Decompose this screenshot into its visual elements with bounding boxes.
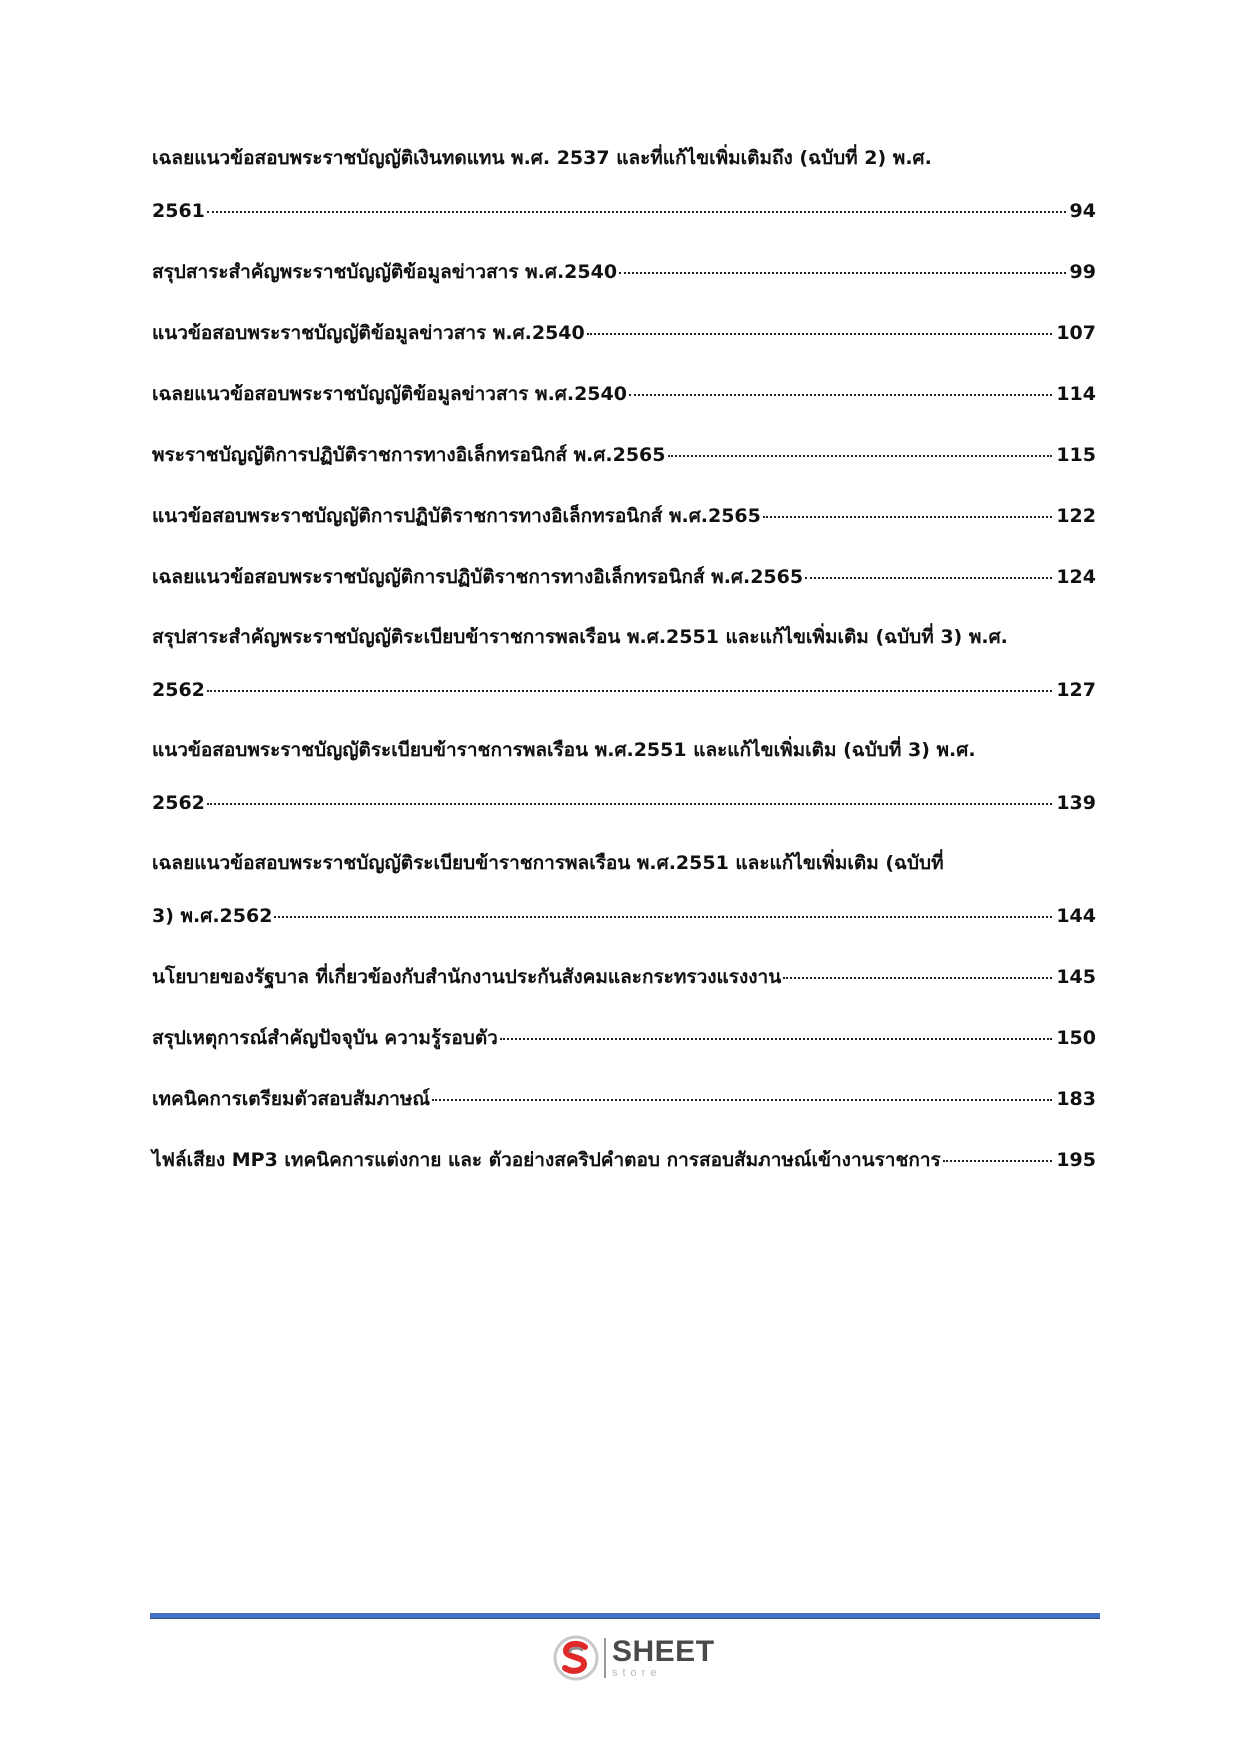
toc-entry[interactable] (152, 624, 1096, 702)
toc-entry-title-line1: เฉลยแนวข้อสอบพระราชบัญญัติระเบียบข้าราชการพลเรือน พ.ศ.2551 และแก้ไขเพิ่มเติม (ฉบับที่ (152, 852, 944, 874)
toc-entry-title: พระราชบัญญัติการปฏิบัติราชการทางอิเล็กทรอนิกส์ พ.ศ.2565 (152, 444, 666, 466)
toc-entry-title: แนวข้อสอบพระราชบัญญัติการปฏิบัติราชการทางอิเล็กทรอนิกส์ พ.ศ.2565 (152, 505, 761, 527)
toc-entry[interactable] (152, 737, 1096, 815)
toc-entry-page: 145 (1056, 966, 1096, 988)
toc-entry[interactable] (152, 1085, 1096, 1111)
dot-leader (763, 498, 1052, 518)
toc-entry-title-line1: เฉลยแนวข้อสอบพระราชบัญญัติเงินทดแทน พ.ศ. 2537 และที่แก้ไขเพิ่มเติมถึง (ฉบับที่ 2) พ.ศ. (152, 147, 932, 169)
toc-entry-title: ไฟล์เสียง MP3 เทคนิคการแต่งกาย และ ตัวอย่างสคริปคำตอบ การสอบสัมภาษณ์เข้างานราชการ (152, 1149, 941, 1171)
logo-text (612, 1637, 715, 1679)
toc-entry[interactable] (152, 380, 1096, 406)
toc-entry-title-line1: สรุปสาระสำคัญพระราชบัญญัติระเบียบข้าราชการพลเรือน พ.ศ.2551 และแก้ไขเพิ่มเติม (ฉบับที่ 3) พ.ศ. (152, 626, 1008, 648)
toc-entry-page: 107 (1056, 322, 1096, 344)
toc-entry-page: 122 (1056, 505, 1096, 527)
toc-entry-page: 94 (1069, 200, 1096, 222)
dot-leader (274, 898, 1052, 918)
toc-entry-title: เฉลยแนวข้อสอบพระราชบัญญัติข้อมูลข่าวสาร พ.ศ.2540 (152, 383, 627, 405)
sheet-store-s-logo-icon (552, 1634, 600, 1682)
toc-entry-title: 2562 (152, 679, 205, 701)
toc-entry[interactable] (152, 563, 1096, 589)
toc-entry[interactable] (152, 850, 1096, 928)
dot-leader (207, 672, 1052, 692)
toc-entry-page: 115 (1056, 444, 1096, 466)
dot-leader (500, 1020, 1052, 1040)
dot-leader (629, 376, 1052, 396)
dot-leader (587, 315, 1053, 335)
toc-entry-page: 99 (1069, 261, 1096, 283)
toc-entry-page: 139 (1056, 792, 1096, 814)
dot-leader (805, 559, 1052, 579)
logo-brand: SHEET (612, 1635, 715, 1668)
logo-divider (604, 1638, 606, 1678)
toc-entry-title: เฉลยแนวข้อสอบพระราชบัญญัติการปฏิบัติราชการทางอิเล็กทรอนิกส์ พ.ศ.2565 (152, 566, 804, 588)
toc-entry-page: 144 (1056, 905, 1096, 927)
toc-entry-page: 183 (1056, 1088, 1096, 1110)
dot-leader (432, 1081, 1052, 1101)
toc-entry-title: 2562 (152, 792, 205, 814)
toc-entry-page: 114 (1056, 383, 1096, 405)
toc-entry[interactable] (152, 1146, 1096, 1172)
dot-leader (619, 254, 1065, 274)
dot-leader (783, 959, 1052, 979)
toc-entry[interactable] (152, 963, 1096, 989)
logo-brand-sub: store (612, 1667, 662, 1679)
footer-rule (150, 1613, 1100, 1618)
toc-entry-title: นโยบายของรัฐบาล ที่เกี่ยวข้องกับสำนักงานประกันสังคมและกระทรวงแรงงาน (152, 966, 782, 988)
toc-entry[interactable] (152, 145, 1096, 223)
dot-leader (943, 1142, 1053, 1162)
toc-entry-title: 3) พ.ศ.2562 (152, 905, 273, 927)
toc-entry[interactable] (152, 258, 1096, 284)
toc-entry-page: 150 (1056, 1027, 1096, 1049)
toc-entry-page: 127 (1056, 679, 1096, 701)
toc-entry-title: 2561 (152, 200, 205, 222)
toc-entry-page: 195 (1056, 1149, 1096, 1171)
sheet-store-logo (552, 1632, 715, 1684)
toc-entry[interactable] (152, 1024, 1096, 1050)
dot-leader (207, 785, 1052, 805)
table-of-contents (152, 145, 1096, 1207)
toc-entry[interactable] (152, 441, 1096, 467)
toc-entry[interactable] (152, 319, 1096, 345)
toc-entry-title: แนวข้อสอบพระราชบัญญัติข้อมูลข่าวสาร พ.ศ.2540 (152, 322, 585, 344)
toc-entry-title: สรุปสาระสำคัญพระราชบัญญัติข้อมูลข่าวสาร พ.ศ.2540 (152, 261, 618, 283)
dot-leader (668, 437, 1053, 457)
toc-entry-title: สรุปเหตุการณ์สำคัญปัจจุบัน ความรู้รอบตัว (152, 1027, 498, 1049)
toc-entry[interactable] (152, 502, 1096, 528)
toc-entry-page: 124 (1056, 566, 1096, 588)
toc-entry-title: เทคนิคการเตรียมตัวสอบสัมภาษณ์ (152, 1088, 431, 1110)
toc-entry-title-line1: แนวข้อสอบพระราชบัญญัติระเบียบข้าราชการพลเรือน พ.ศ.2551 และแก้ไขเพิ่มเติม (ฉบับที่ 3) พ.ศ. (152, 739, 976, 761)
dot-leader (207, 193, 1066, 213)
